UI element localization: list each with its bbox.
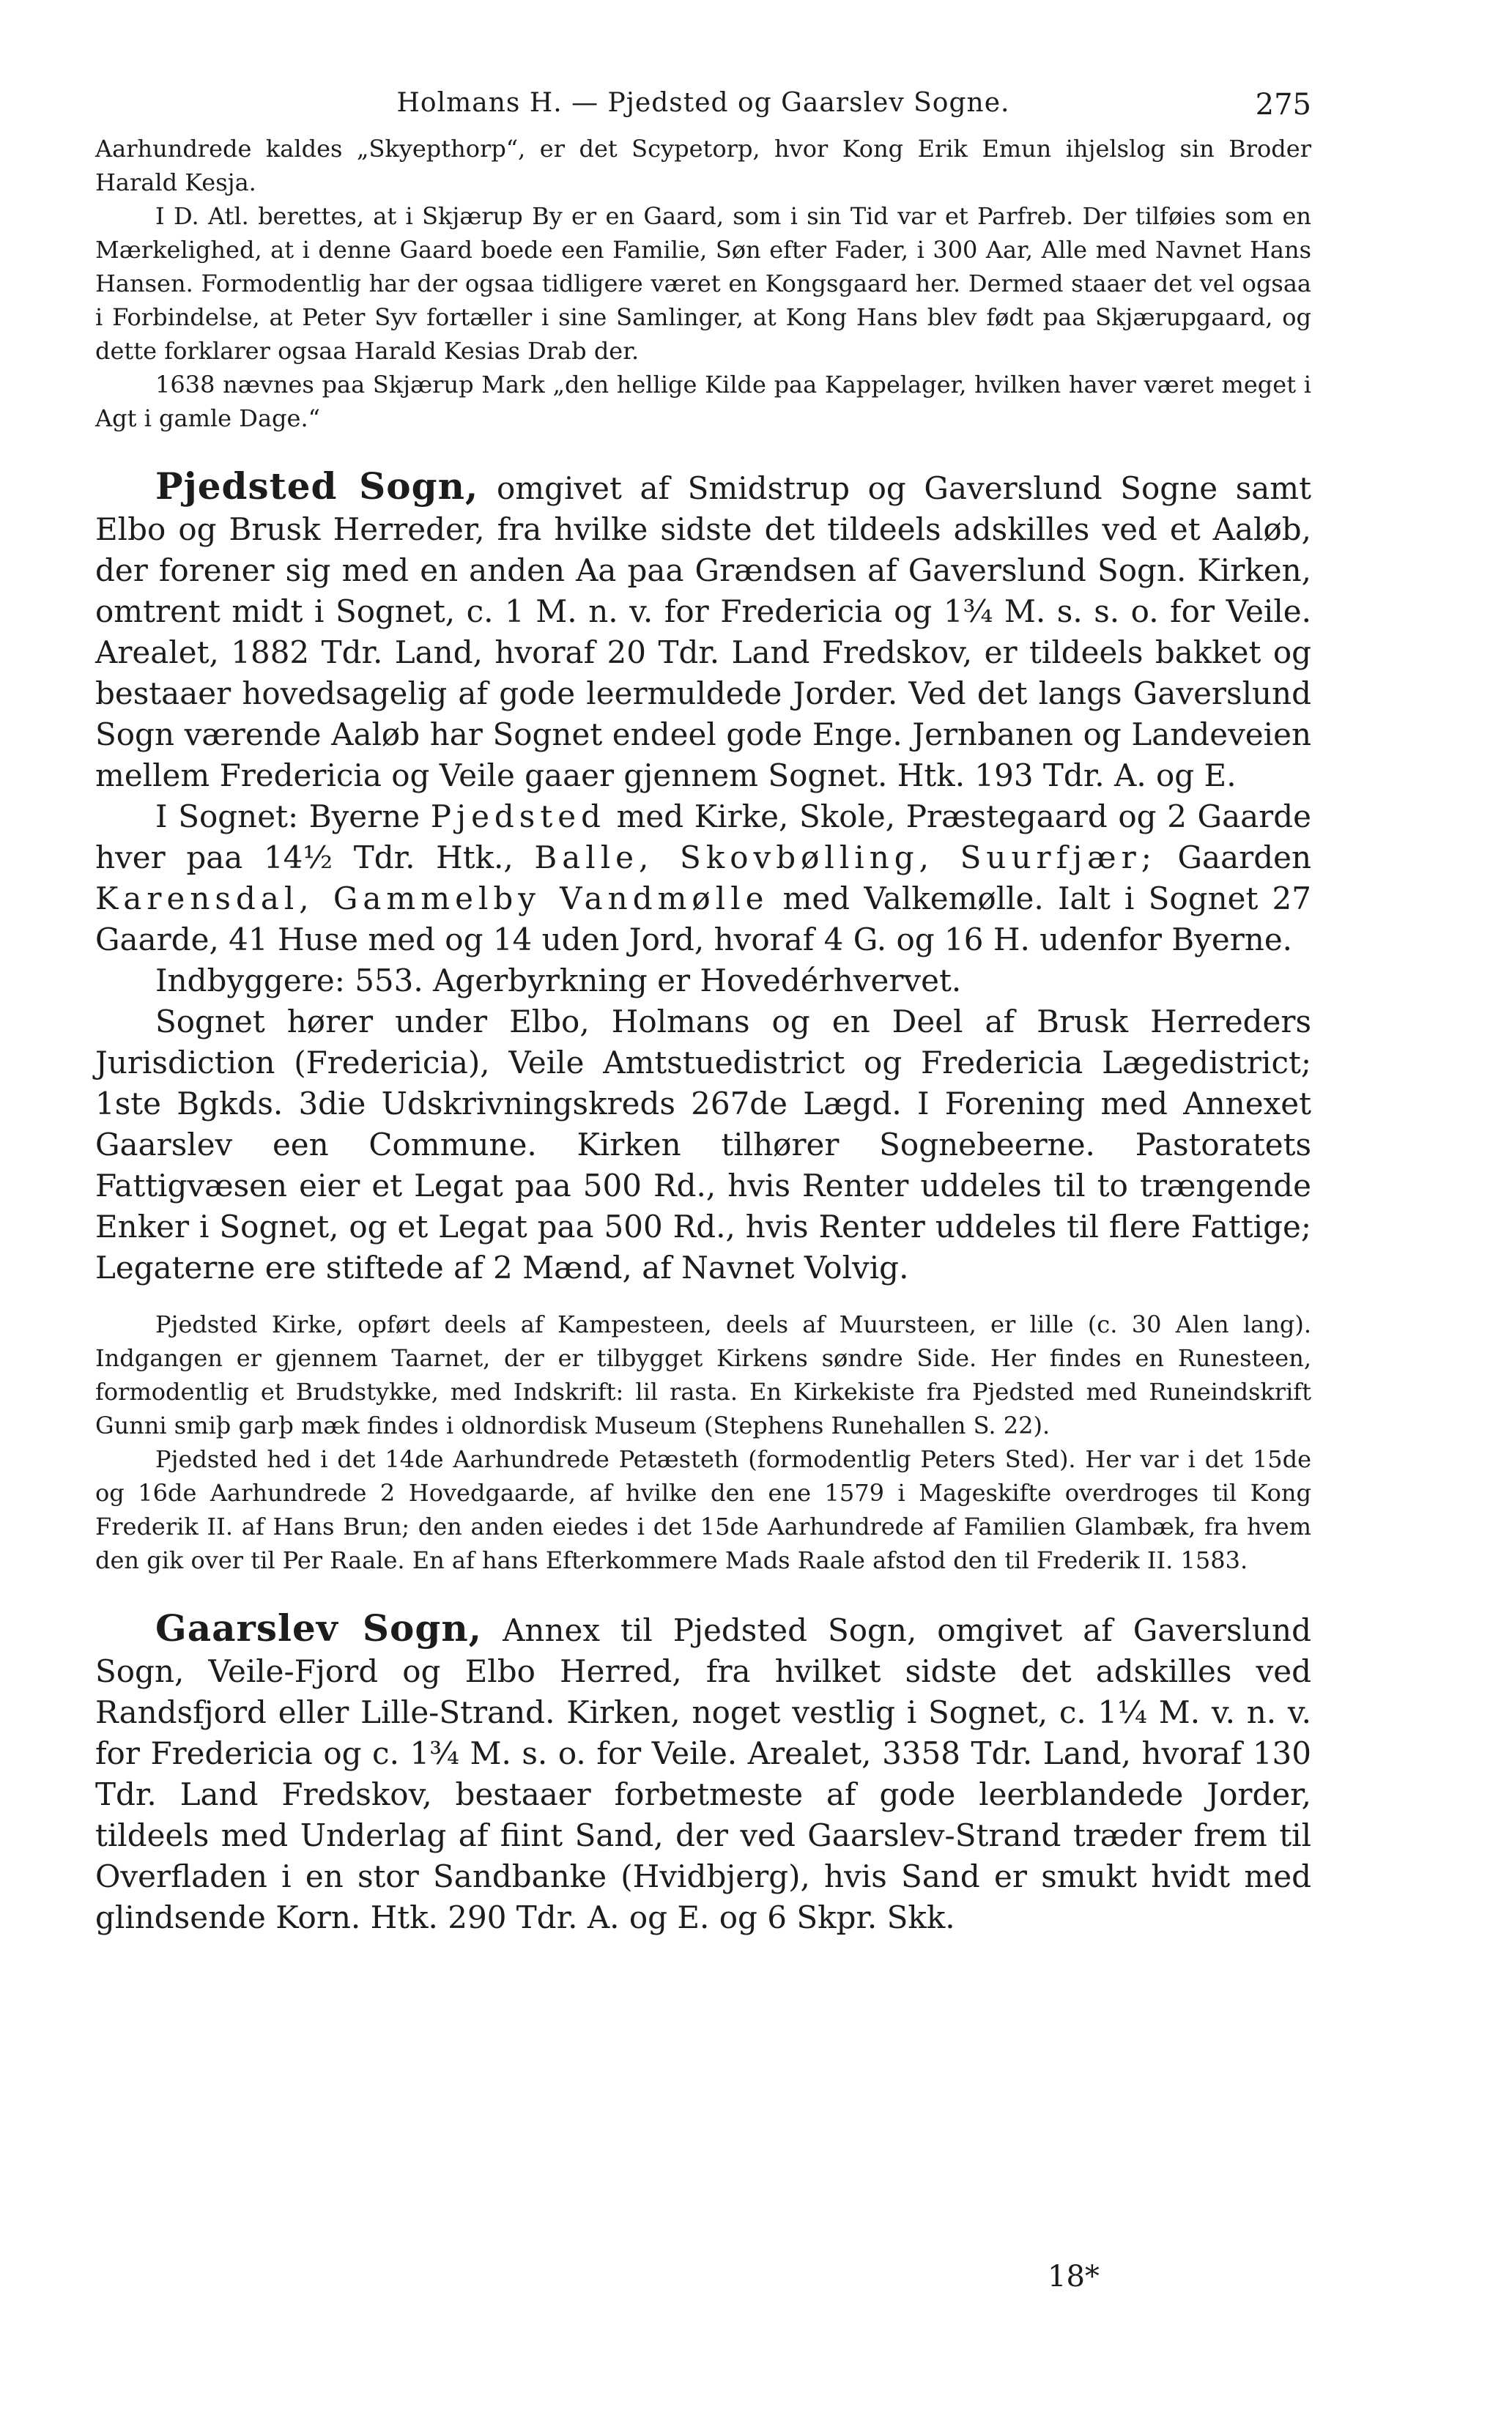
page-number: 275 <box>1255 88 1311 122</box>
pjedsted-note-1: Pjedsted Kirke, opført deels af Kampesteen, deels af Muursteen, er lille (c. 30 Alen lang). Indgangen er gjennem Taarnet, der er tilbygget Kirkens søndre Side. Her findes en Runesteen, formodentlig et Brudstykke, med Indskrift: lil rasta. En Kirkekiste fra Pjedsted med Runeindskrift Gunni smiþ garþ mæk findes i oldnordisk Museum (Stephens Runehallen S. 22). <box>95 1310 1311 1439</box>
p2-mid3: med Valkemølle. <box>782 880 1044 916</box>
p2-mid1: med Kirke, Skole, Præstegaard og 2 Gaarde hver paa 14½ Tdr. Htk., <box>95 798 1311 875</box>
place-pjedsted: Pjedsted <box>430 798 606 834</box>
pjedsted-paragraph-3: Indbyggere: 553. Agerbyrkning er Hovedérhvervet. <box>155 963 962 998</box>
p2-mid2: Gaarden <box>1177 839 1311 875</box>
running-head <box>95 81 1311 132</box>
gaarslev-paragraph-1 <box>95 1608 1311 1938</box>
places-villages: Balle, Skovbølling, Suurfjær; <box>534 839 1157 875</box>
intro-note-1: Aarhundrede kaldes „Skyepthorp“, er det Scypetorp, hvor Kong Erik Emun ihjelslog sin Broder Harald Kesja. <box>95 135 1311 196</box>
intro-note-3: 1638 nævnes paa Skjærup Mark „den hellige Kilde paa Kappelager, hvilken haver været meget i Agt i gamle Dage.“ <box>95 371 1311 432</box>
p2-lead: I Sognet: Byerne <box>155 798 420 834</box>
page <box>95 81 1311 1938</box>
pjedsted-paragraph-2 <box>95 796 1311 960</box>
pjedsted-heading: Pjedsted Sogn, <box>155 464 479 508</box>
running-title: Holmans H. — Pjedsted og Gaarslev Sogne. <box>396 88 1010 118</box>
gaarslev-text-1: Annex til Pjedsted Sogn, omgivet af Gaverslund Sogn, Veile-Fjord og Elbo Herred, fra hvilket sidste det adskilles ved Randsfjord eller Lille-Strand. Kirken, noget vestlig i Sognet, c. 1¼ M. v. n. v. for Fredericia og c. 1¾ M. s. o. for Veile. Arealet, 3358 Tdr. Land, hvoraf 130 Tdr. Land Fredskov, bestaaer forbetmeste af gode leerblandede Jorder, tildeels med Underlag af fiint Sand, der ved Gaarslev-Strand træder frem til Overfladen i en stor Sandbanke (Hvidbjerg), hvis Sand er smukt hvidt med glindsende Korn. Htk. 290 Tdr. A. og E. og 6 Skpr. Skk. <box>95 1612 1311 1935</box>
pjedsted-paragraph-1 <box>95 466 1311 796</box>
pjedsted-text-1: omgivet af Smidstrup og Gaverslund Sogne samt Elbo og Brusk Herreder, fra hvilke sidste det tildeels adskilles ved et Aaløb, der forener sig med en anden Aa paa Grændsen af Gaverslund Sogn. Kirken, omtrent midt i Sognet, c. 1 M. n. v. for Fredericia og 1¾ M. s. s. o. for Veile. Arealet, 1882 Tdr. Land, hvoraf 20 Tdr. Land Fredskov, er tildeels bakket og bestaaer hovedsagelig af gode leermuldede Jorder. Ved det langs Gaverslund Sogn værende Aaløb har Sognet endeel gode Enge. Jernbanen og Landeveien mellem Fredericia og Veile gaaer gjennem Sognet. Htk. 193 Tdr. A. og E. <box>95 470 1311 793</box>
intro-note-2: I D. Atl. berettes, at i Skjærup By er en Gaard, som i sin Tid var et Parfreb. Der tilføies som en Mærkelighed, at i denne Gaard boede een Familie, Søn efter Fader, i 300 Aar, Alle med Navnet Hans Hansen. Formodentlig har der ogsaa tidligere været en Kongsgaard her. Dermed staaer det vel ogsaa i Forbindelse, at Peter Syv fortæller i sine Samlinger, at Kong Hans blev født paa Skjærupgaard, og dette forklarer ogsaa Harald Kesias Drab der. <box>95 202 1311 365</box>
signature-mark: 18* <box>1048 2260 1100 2294</box>
places-farms: Karensdal, Gammelby Vandmølle <box>95 880 769 916</box>
gaarslev-heading: Gaarslev Sogn, <box>155 1606 483 1650</box>
pjedsted-note-2: Pjedsted hed i det 14de Aarhundrede Petæsteth (formodentlig Peters Sted). Her var i det 15de og 16de Aarhundrede 2 Hovedgaarde, af hvilke den ene 1579 i Mageskifte overdroges til Kong Frederik II. af Hans Brun; den anden eiedes i det 15de Aarhundrede af Familien Glambæk, fra hvem den gik over til Per Raale. En af hans Efterkommere Mads Raale afstod den til Frederik II. 1583. <box>95 1445 1311 1574</box>
p2-tail: Ialt i Sognet 27 Gaarde, 41 Huse med og 14 uden Jord, hvoraf 4 G. og 16 H. udenfor Byerne. <box>95 880 1311 957</box>
pjedsted-paragraph-4: Sognet hører under Elbo, Holmans og en Deel af Brusk Herreders Jurisdiction (Fredericia), Veile Amtstuedistrict og Fredericia Lægedistrict; 1ste Bgkds. 3die Udskrivningskreds 267de Lægd. I Forening med Annexet Gaarslev een Commune. Kirken tilhører Sognebeerne. Pastoratets Fattigvæsen eier et Legat paa 500 Rd., hvis Renter uddeles til to trængende Enker i Sognet, og et Legat paa 500 Rd., hvis Renter uddeles til flere Fattige; Legaterne ere stiftede af 2 Mænd, af Navnet Volvig. <box>95 1004 1311 1286</box>
